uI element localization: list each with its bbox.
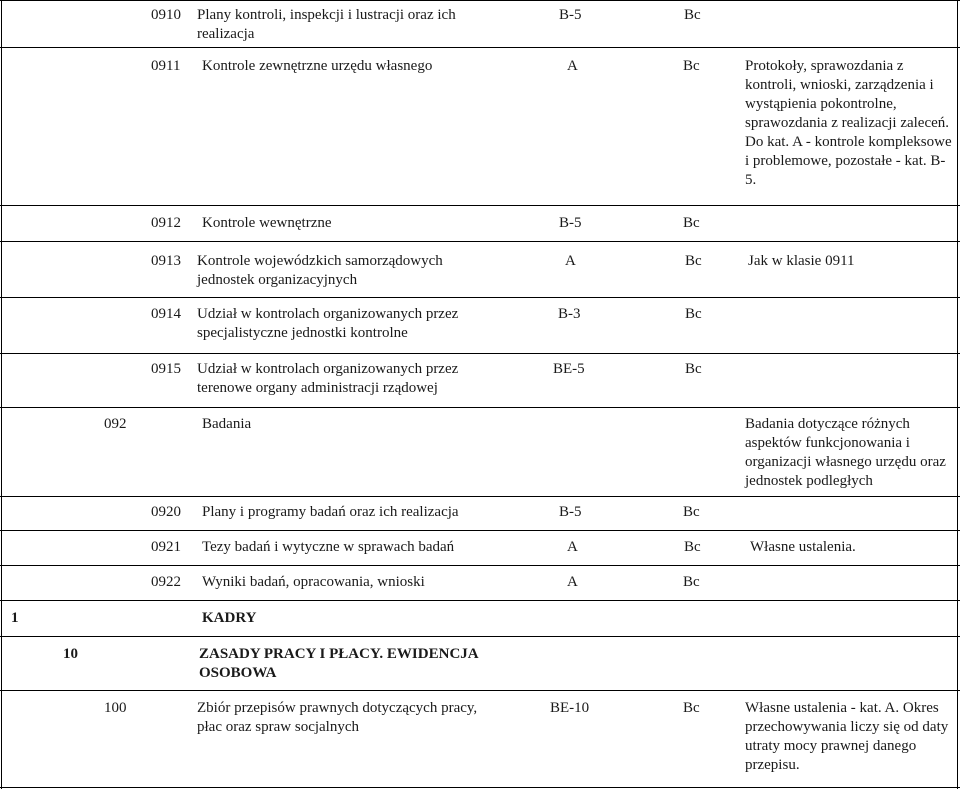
- row-title: Kontrole wewnętrzne: [202, 215, 332, 231]
- row-divider: [0, 636, 960, 637]
- row-code: 0920: [151, 504, 181, 520]
- row-title: Zbiór przepisów prawnych dotyczących pracy, płac oraz spraw socjalnych: [197, 700, 478, 735]
- row-divider: [0, 407, 960, 408]
- row-code: 100: [104, 700, 127, 716]
- row-cell: Bc: [685, 253, 702, 269]
- row-divider: [0, 0, 960, 1]
- row-cell: Bc: [683, 58, 700, 74]
- row-code: 0914: [151, 306, 181, 322]
- row-divider: [0, 241, 960, 242]
- row-title: Kontrole wojewódzkich samorządowych jednostek organizacyjnych: [197, 253, 443, 288]
- row-category: B-3: [558, 306, 581, 322]
- row-title: Wyniki badań, opracowania, wnioski: [202, 574, 425, 590]
- row-cell: Bc: [683, 504, 700, 520]
- row-note: Jak w klasie 0911: [748, 253, 855, 269]
- row-divider: [0, 690, 960, 691]
- row-divider: [0, 600, 960, 601]
- row-divider: [0, 496, 960, 497]
- table-left-border: [1, 0, 2, 789]
- row-title: Badania: [202, 416, 252, 432]
- row-divider: [0, 297, 960, 298]
- row-category: A: [567, 58, 578, 74]
- row-title: Plany i programy badań oraz ich realizacja: [202, 504, 459, 520]
- row-note: Własne ustalenia - kat. A. Okres przechowywania liczy się od daty utraty mocy prawnej danego przepisu.: [745, 700, 949, 773]
- row-divider: [0, 205, 960, 206]
- row-cell: Bc: [683, 574, 700, 590]
- table-right-border: [957, 0, 958, 789]
- row-divider: [0, 47, 960, 48]
- row-note: Badania dotyczące różnych aspektów funkcjonowania i organizacji własnego urzędu oraz jednostek podległych: [745, 416, 946, 489]
- row-category: BE-10: [550, 700, 590, 716]
- row-title: ZASADY PRACY I PŁACY. EWIDENCJA OSOBOWA: [199, 646, 478, 681]
- row-note: Własne ustalenia.: [750, 539, 856, 555]
- row-category: B-5: [559, 7, 582, 23]
- row-code: 0921: [151, 539, 181, 555]
- row-cell: Bc: [684, 539, 701, 555]
- row-divider: [0, 353, 960, 354]
- row-cell: Bc: [683, 700, 700, 716]
- row-category: A: [565, 253, 576, 269]
- row-title: Udział w kontrolach organizowanych przez terenowe organy administracji rządowej: [197, 361, 459, 396]
- row-title: Udział w kontrolach organizowanych przez specjalistyczne jednostki kontrolne: [197, 306, 459, 341]
- row-code: 0911: [151, 58, 181, 74]
- row-code: 0913: [151, 253, 181, 269]
- row-divider: [0, 530, 960, 531]
- row-code: 10: [63, 646, 78, 662]
- row-title: Plany kontroli, inspekcji i lustracji oraz ich realizacja: [197, 7, 456, 42]
- row-cell: Bc: [683, 215, 700, 231]
- row-code: 0915: [151, 361, 181, 377]
- row-note: Protokoły, sprawozdania z kontroli, wnioski, zarządzenia i wystąpienia pokontrolne, sprawozdania z realizacji zaleceń. Do kat. A - kontrole kompleksowe i problemowe, pozostałe - kat. B-5.: [745, 58, 952, 188]
- row-category: B-5: [559, 504, 582, 520]
- row-cell: Bc: [685, 306, 702, 322]
- row-divider: [0, 565, 960, 566]
- row-title: Kontrole zewnętrzne urzędu własnego: [202, 58, 433, 74]
- row-code: 1: [11, 610, 19, 626]
- row-category: A: [567, 574, 578, 590]
- row-category: BE-5: [553, 361, 585, 377]
- row-code: 0912: [151, 215, 181, 231]
- row-category: A: [567, 539, 578, 555]
- row-cell: Bc: [685, 361, 702, 377]
- row-divider: [0, 787, 960, 788]
- row-code: 092: [104, 416, 127, 432]
- row-category: B-5: [559, 215, 582, 231]
- row-code: 0910: [151, 7, 181, 23]
- row-cell: Bc: [684, 7, 701, 23]
- row-code: 0922: [151, 574, 181, 590]
- row-title: KADRY: [202, 610, 257, 626]
- row-title: Tezy badań i wytyczne w sprawach badań: [202, 539, 455, 555]
